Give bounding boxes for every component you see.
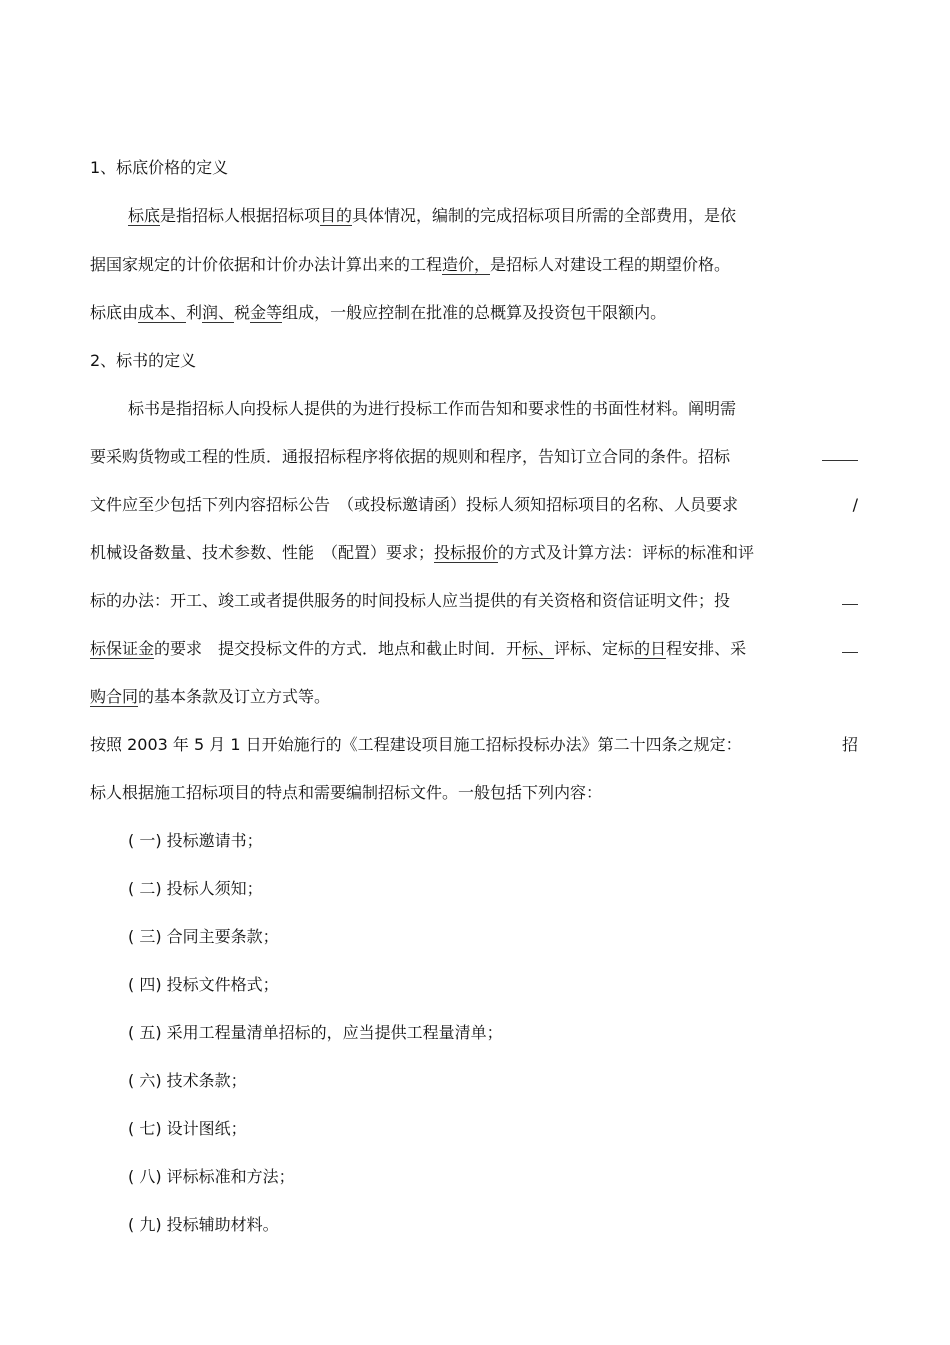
list-item: ( 五) 采用工程量清单招标的，应当提供工程量清单； — [128, 1023, 503, 1042]
section-2-heading: 2、标书的定义 — [90, 351, 197, 370]
text: 组成，一般应控制在批准的总概算及投资包干限额内。 — [282, 303, 667, 322]
term-baozhengjin: 标保证金 — [90, 639, 155, 658]
section-2-line-4 — [90, 542, 858, 564]
text: 标的办法：开工、竣工或者提供服务的时间投标人应当提供的有关资格和资信证明文件；投 — [90, 591, 731, 610]
text: 的方式及计算方法：评标的标准和评 — [498, 543, 755, 562]
text: 是招标人对建设工程的期望价格。 — [490, 255, 731, 274]
term-biaodi: 标底 — [128, 206, 161, 225]
text: 评标、定标 — [554, 639, 635, 658]
term-de-ri: 的日 — [634, 639, 667, 658]
term-lirun: 润、 — [202, 303, 235, 322]
list-item: ( 七) 设计图纸； — [128, 1119, 247, 1138]
section-1-heading: 1、标底价格的定义 — [90, 158, 229, 177]
section-2-line-2 — [90, 446, 858, 468]
underline-blank — [822, 446, 858, 461]
text: 程安排、采 — [666, 639, 747, 658]
section-1-line-3 — [90, 302, 858, 324]
section-3-line-1 — [90, 734, 858, 756]
term-toubiao-baojia: 投标报价 — [434, 543, 499, 562]
term-shuijin: 金等 — [250, 303, 283, 322]
list-item: ( 一) 投标邀请书； — [128, 831, 263, 850]
underline-blank — [842, 638, 858, 653]
section-2-line-1: 标书是指招标人向投标人提供的为进行投标工作而告知和要求性的书面性材料。阐明需 — [128, 399, 737, 418]
text: 的基本条款及订立方式等。 — [138, 687, 331, 706]
text: 机械设备数量、技术参数、性能 （配置）要求； — [90, 543, 435, 562]
section-2-line-6 — [90, 638, 858, 660]
list-item: ( 二) 投标人须知； — [128, 879, 263, 898]
text: 招 — [841, 735, 858, 754]
text: 是指招标人根据招标项 — [160, 206, 321, 225]
term-chengben: 成本、 — [138, 303, 187, 322]
text: 的要求 提交投标文件的方式．地点和截止时间．开 — [154, 639, 523, 658]
section-1-line-2 — [90, 254, 858, 276]
text: 按照 2003 年 5 月 1 日开始施行的《工程建设项目施工招标投标办法》第二十四条之规定： — [90, 735, 742, 754]
section-2-line-7 — [90, 686, 858, 708]
underline-blank — [842, 590, 858, 605]
term-biao: 标、 — [522, 639, 555, 658]
term-zaojia: 造价， — [442, 255, 491, 274]
list-item: ( 九) 投标辅助材料。 — [128, 1215, 279, 1234]
term-mude: 目的 — [320, 206, 353, 225]
section-2-line-3 — [90, 494, 858, 516]
text: 标底由 — [90, 303, 139, 322]
text: 要采购货物或工程的性质．通报招标程序将依据的规则和程序，告知订立合同的条件。招标 — [90, 447, 731, 466]
text: 据国家规定的计价依据和计价办法计算出来的工程 — [90, 255, 443, 274]
section-1-line-1 — [128, 205, 858, 227]
list-item: ( 六) 技术条款； — [128, 1071, 247, 1090]
text: 文件应至少包括下列内容招标公告 （或投标邀请函）投标人须知招标项目的名称、人员要求 — [90, 495, 739, 514]
list-item: ( 三) 合同主要条款； — [128, 927, 279, 946]
section-3-line-2: 标人根据施工招标项目的特点和需要编制招标文件。一般包括下列内容： — [90, 783, 603, 802]
section-2-line-5 — [90, 590, 858, 612]
list-item: ( 八) 评标标准和方法； — [128, 1167, 295, 1186]
list-item: ( 四) 投标文件格式； — [128, 975, 279, 994]
text: 利 — [186, 303, 203, 322]
text: 税 — [234, 303, 251, 322]
slash-mark: / — [852, 495, 858, 514]
term-gou-hetong: 购合同 — [90, 687, 139, 706]
text: 具体情况，编制的完成招标项目所需的全部费用，是依 — [352, 206, 737, 225]
